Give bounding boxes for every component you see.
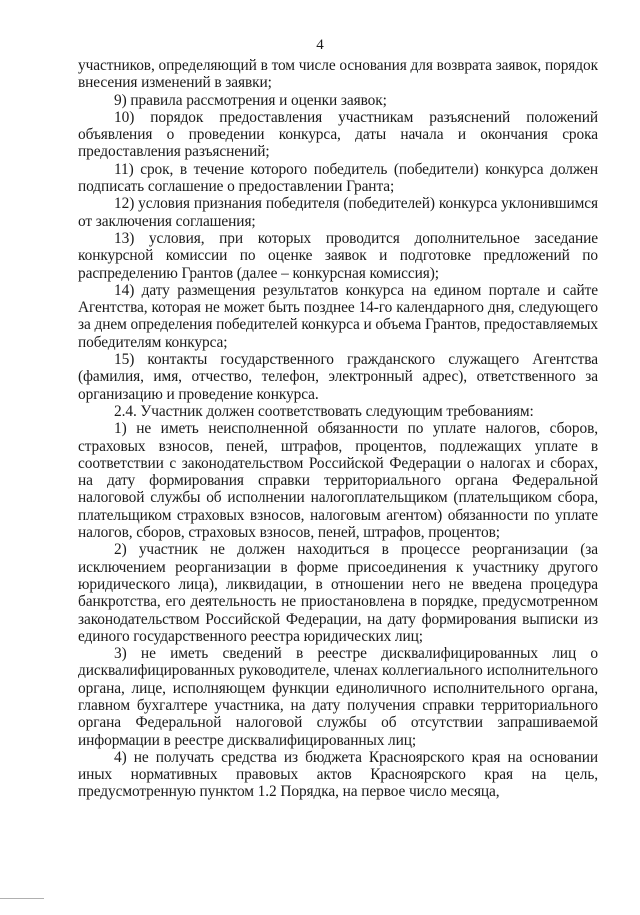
paragraph-continuation: участников, определяющий в том числе основания для возврата заявок, порядок внесения изменений в заявки; xyxy=(78,57,598,92)
paragraph-item-13: 13) условия, при которых проводится дополнительное заседание конкурсной комиссии по оценке заявок и подготовке предложений по распределению Грантов (далее – конкурсная комиссия); xyxy=(78,229,598,282)
paragraph-item-12: 12) условия признания победителя (победителей) конкурса уклонившимся от заключения соглашения; xyxy=(78,195,598,230)
paragraph-requirement-3: 3) не иметь сведений в реестре дисквалифицированных лиц о дисквалифицированных руководителе, членах коллегиального исполнительного органа, лице, исполняющем функции единоличного исполнительного органа, главном бухгалтере участника, на дату получения справки территориального органа Федеральной налоговой службы об отсутствии запрашиваемой информации в реестре дисквалифицированных лиц; xyxy=(78,645,598,749)
paragraph-requirement-1: 1) не иметь неисполненной обязанности по уплате налогов, сборов, страховых взносов, пеней, штрафов, процентов, подлежащих уплате в соответствии с законодательством Российской Федерации о налогах и сборах, на дату формирования справки территориального органа Федеральной налоговой службы об исполнении налогоплательщиком (плательщиком сбора, плательщиком страховых взносов, налоговым агентом) обязанности по уплате налогов, сборов, страховых взносов, пеней, штрафов, процентов; xyxy=(78,420,598,542)
paragraph-requirement-2: 2) участник не должен находиться в процессе реорганизации (за исключением реорганизации в форме присоединения к участнику другого юридического лица), ликвидации, в отношении него не введена процедура банкротства, его деятельность не приостановлена в порядке, предусмотренном законодательством Российской Федерации, на дату формирования выписки из единого государственного реестра юридических лиц; xyxy=(78,541,598,645)
paragraph-item-14: 14) дату размещения результатов конкурса на едином портале и сайте Агентства, которая не может быть позднее 14-го календарного дня, следующего за днем определения победителей конкурса и объема Грантов, предоставляемых победителям конкурса; xyxy=(78,281,598,351)
paragraph-section-2-4: 2.4. Участник должен соответствовать следующим требованиям: xyxy=(114,402,534,420)
page-number: 4 xyxy=(316,37,324,53)
paragraph-item-9: 9) правила рассмотрения и оценки заявок; xyxy=(114,91,387,109)
paragraph-item-15: 15) контакты государственного гражданского служащего Агентства (фамилия, имя, отчество, телефон, электронный адрес), ответственного за организацию и проведение конкурса. xyxy=(78,351,598,403)
paragraph-item-10: 10) порядок предоставления участникам разъяснений положений объявления о проведении конкурса, даты начала и окончания срока предоставления разъяснений; xyxy=(78,108,598,161)
scan-edge-line xyxy=(0,898,44,899)
paragraph-requirement-4: 4) не получать средства из бюджета Красноярского края на основании иных нормативных правовых актов Красноярского края на цель, предусмотренную пунктом 1.2 Порядка, на первое число месяца, xyxy=(78,748,598,801)
paragraph-item-11: 11) срок, в течение которого победитель (победители) конкурса должен подписать соглашение о предоставлении Гранта; xyxy=(78,160,598,196)
document-body xyxy=(78,57,598,801)
